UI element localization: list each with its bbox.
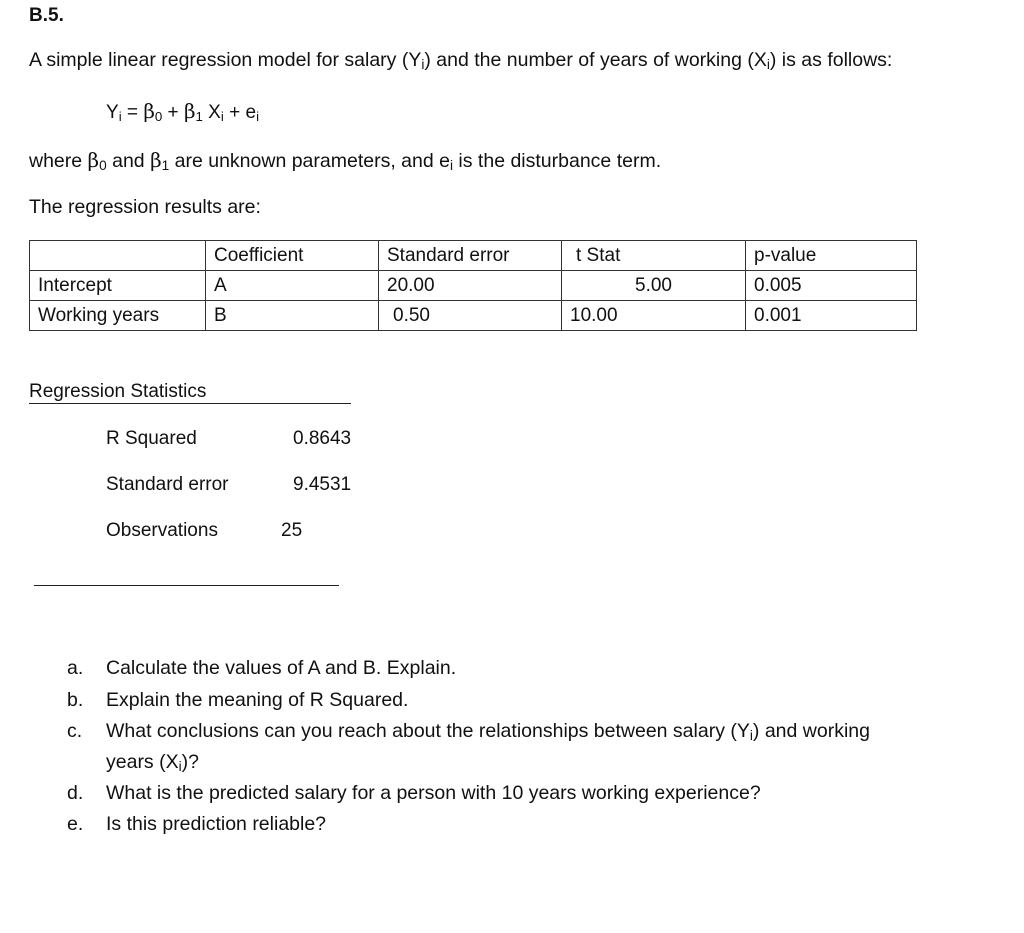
question-text: Is this prediction reliable? bbox=[106, 813, 327, 835]
table-row bbox=[30, 271, 917, 301]
eq-x-sub: i bbox=[220, 109, 224, 124]
question-letter: d. bbox=[67, 782, 84, 804]
where-beta1-sub: 1 bbox=[161, 158, 170, 173]
results-intro: The regression results are: bbox=[29, 196, 261, 218]
question-c-subscript-1: i bbox=[749, 728, 753, 743]
question-c-text-1: What conclusions can you reach about the relationships between salary (Y bbox=[106, 720, 750, 742]
question-c-text-4: )? bbox=[181, 751, 199, 773]
where-beta0: β bbox=[87, 148, 100, 172]
where-beta0-sub: 0 bbox=[99, 158, 107, 173]
eq-y: Y bbox=[106, 102, 119, 123]
stat-value-r-squared: 0.8643 bbox=[293, 428, 352, 449]
question-text: Calculate the values of A and B. Explain. bbox=[106, 657, 457, 679]
question-text: What is the predicted salary for a person with 10 years working experience? bbox=[106, 782, 761, 804]
table-cell: Working years bbox=[30, 301, 206, 331]
stat-label-observations: Observations bbox=[106, 520, 218, 541]
table-cell: B bbox=[206, 301, 379, 331]
table-header-t-stat: t Stat bbox=[562, 241, 746, 271]
question-c-text-3: years (X bbox=[106, 751, 179, 773]
intro-subscript-2: i bbox=[766, 57, 770, 72]
table-cell: 0.50 bbox=[379, 301, 562, 331]
table-cell: Intercept bbox=[30, 271, 206, 301]
question-letter: a. bbox=[67, 657, 84, 679]
table-header-row bbox=[30, 241, 917, 271]
stat-value-observations: 25 bbox=[281, 520, 303, 541]
table-header-cell bbox=[30, 241, 206, 271]
question-c-text-2: ) and working bbox=[752, 720, 870, 742]
regression-equation bbox=[106, 99, 259, 124]
stat-label-r-squared: R Squared bbox=[106, 428, 197, 449]
table-cell: 0.005 bbox=[746, 271, 917, 301]
eq-x: X bbox=[202, 102, 221, 123]
where-text-2: are unknown parameters, and e bbox=[169, 150, 450, 172]
problem-heading: B.5. bbox=[29, 5, 64, 26]
where-paragraph bbox=[29, 148, 661, 173]
question-c-subscript-2: i bbox=[178, 759, 182, 774]
table-cell: 5.00 bbox=[562, 271, 746, 301]
where-beta1: β bbox=[150, 148, 162, 172]
table-header-p-value: p-value bbox=[746, 241, 917, 271]
question-text: Explain the meaning of R Squared. bbox=[106, 689, 409, 711]
table-cell: 0.001 bbox=[746, 301, 917, 331]
question-letter: c. bbox=[67, 720, 83, 742]
separator-line bbox=[34, 585, 339, 586]
question-letter: e. bbox=[67, 813, 84, 835]
eq-beta1-sub: 1 bbox=[195, 109, 203, 124]
stat-label-standard-error: Standard error bbox=[106, 474, 229, 495]
table-row bbox=[30, 301, 917, 331]
table-header-standard-error: Standard error bbox=[379, 241, 562, 271]
intro-text-2: ) and the number of years of working (X bbox=[424, 49, 767, 71]
eq-y-sub: i bbox=[118, 109, 122, 124]
eq-plus: + bbox=[162, 102, 184, 123]
table-header-coefficient: Coefficient bbox=[206, 241, 379, 271]
where-text-3: is the disturbance term. bbox=[453, 150, 662, 172]
where-and: and bbox=[106, 150, 151, 172]
stat-value-standard-error: 9.4531 bbox=[293, 474, 352, 495]
eq-beta0: β bbox=[143, 99, 155, 123]
eq-beta1: β bbox=[183, 99, 196, 123]
eq-error-sub: i bbox=[256, 109, 260, 124]
table-cell: A bbox=[206, 271, 379, 301]
regression-statistics-title: Regression Statistics bbox=[29, 381, 207, 402]
intro-text-1: A simple linear regression model for salary (Y bbox=[29, 49, 422, 71]
eq-error: + e bbox=[223, 102, 257, 123]
eq-equals: = bbox=[121, 102, 144, 123]
intro-text-3: ) is as follows: bbox=[769, 49, 893, 71]
question-letter: b. bbox=[67, 689, 84, 711]
regression-results-table bbox=[29, 240, 917, 331]
intro-subscript-1: i bbox=[421, 57, 425, 72]
question-text bbox=[106, 720, 870, 743]
table-cell: 10.00 bbox=[562, 301, 746, 331]
table-cell: 20.00 bbox=[379, 271, 562, 301]
where-text-1: where bbox=[29, 150, 88, 172]
regression-statistics-underline bbox=[29, 403, 351, 404]
eq-beta0-sub: 0 bbox=[154, 109, 163, 124]
intro-paragraph bbox=[29, 49, 892, 72]
where-e-sub: i bbox=[449, 158, 454, 173]
question-text-continuation bbox=[106, 751, 199, 774]
